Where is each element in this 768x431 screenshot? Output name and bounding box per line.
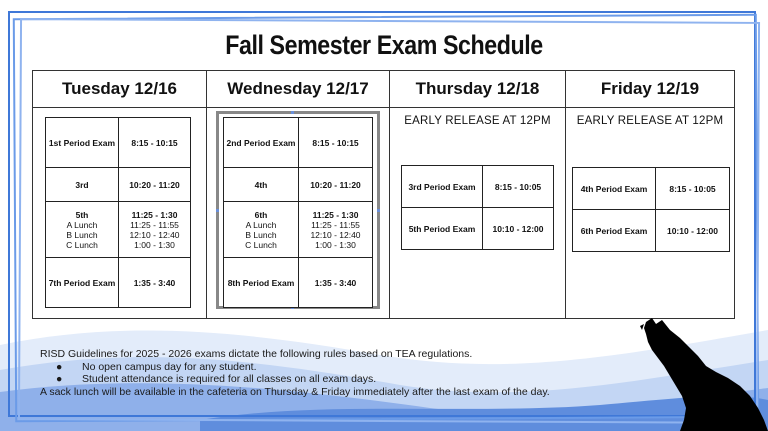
lunch-time: 12:10 - 12:40 — [310, 229, 361, 240]
slot-table — [401, 165, 554, 250]
table-row — [402, 208, 554, 250]
table-row — [46, 118, 191, 168]
table-row — [46, 168, 191, 202]
bullet-icon: ● — [56, 373, 63, 385]
day-heading: Friday 12/19 — [566, 71, 734, 108]
list-item — [40, 361, 680, 374]
day-heading: Thursday 12/18 — [390, 71, 565, 108]
lunch-label: A Lunch — [66, 219, 98, 230]
bullet-text: No open campus day for any student. — [82, 360, 257, 373]
slot-table[interactable] — [223, 117, 373, 308]
slot-time: 11:25 - 1:30 — [312, 209, 359, 220]
slot-time: 8:15 - 10:15 — [119, 118, 191, 168]
guidelines-notes — [40, 348, 680, 398]
slot-table — [45, 117, 191, 308]
slot-time: 8:15 - 10:15 — [299, 118, 373, 168]
slot-time: 11:25 - 1:30 — [131, 209, 178, 220]
slot-label: 2nd Period Exam — [224, 118, 299, 168]
slot-label: 8th Period Exam — [224, 258, 299, 308]
slot-label: 3rd Period Exam — [402, 166, 483, 208]
slot-table — [572, 167, 730, 252]
table-row — [224, 202, 373, 258]
table-row — [224, 258, 373, 308]
day-column-wednesday — [207, 71, 390, 318]
lunch-label: C Lunch — [245, 239, 277, 250]
slot-label: 6th Period Exam — [573, 210, 656, 252]
early-release-note: EARLY RELEASE AT 12PM — [576, 115, 724, 127]
table-row — [224, 168, 373, 202]
slot-label: 1st Period Exam — [46, 118, 119, 168]
day-heading: Wednesday 12/17 — [207, 71, 389, 108]
slot-label: 6th — [254, 209, 268, 220]
slot-label: 5th Period Exam — [402, 208, 483, 250]
day-column-thursday — [390, 71, 566, 318]
slot-time: 8:15 - 10:05 — [656, 168, 730, 210]
table-row — [573, 210, 730, 252]
slot-label-group — [46, 202, 119, 258]
page-title: Fall Semester Exam Schedule — [225, 30, 543, 60]
slot-time: 1:35 - 3:40 — [299, 258, 373, 308]
day-column-tuesday — [33, 71, 207, 318]
resize-handle[interactable] — [291, 111, 294, 114]
guidelines-footer: A sack lunch will be available in the cafeteria on Thursday & Friday immediately after the last exam of the day. — [40, 385, 550, 398]
howling-wolf-icon — [640, 316, 768, 431]
list-item — [40, 373, 680, 386]
lunch-time: 11:25 - 11:55 — [130, 219, 179, 230]
table-row — [46, 202, 191, 258]
schedule-grid — [32, 70, 735, 319]
slot-label-group — [224, 202, 299, 258]
slot-time-group — [119, 202, 191, 258]
resize-handle[interactable] — [216, 209, 219, 212]
table-row — [224, 118, 373, 168]
slot-time: 10:20 - 11:20 — [299, 168, 373, 202]
slot-label: 5th — [75, 209, 89, 220]
guidelines-intro: RISD Guidelines for 2025 - 2026 exams dictate the following rules based on TEA regulations. — [40, 348, 473, 360]
bullet-icon: ● — [56, 360, 63, 373]
slot-time: 10:10 - 12:00 — [483, 208, 554, 250]
lunch-time: 1:00 - 1:30 — [134, 239, 175, 250]
lunch-label: A Lunch — [245, 219, 277, 230]
lunch-time: 11:25 - 11:55 — [311, 219, 360, 230]
slot-time: 10:10 - 12:00 — [656, 210, 730, 252]
slot-time: 8:15 - 10:05 — [483, 166, 554, 208]
table-row — [402, 166, 554, 208]
bullet-text: Student attendance is required for all classes on all exam days. — [82, 373, 377, 385]
day-column-friday — [566, 71, 734, 318]
slot-label: 4th — [224, 168, 299, 202]
slot-time-group — [299, 202, 373, 258]
slot-time: 1:35 - 3:40 — [119, 258, 191, 308]
lunch-label: B Lunch — [66, 229, 98, 240]
resize-handle[interactable] — [377, 209, 380, 212]
table-row — [46, 258, 191, 308]
table-row — [573, 168, 730, 210]
lunch-label: C Lunch — [66, 239, 98, 250]
slot-label: 4th Period Exam — [573, 168, 656, 210]
slot-label: 3rd — [46, 168, 119, 202]
early-release-note: EARLY RELEASE AT 12PM — [404, 115, 551, 127]
lunch-time: 12:10 - 12:40 — [129, 229, 180, 240]
lunch-label: B Lunch — [245, 229, 277, 240]
slot-time: 10:20 - 11:20 — [119, 168, 191, 202]
lunch-time: 1:00 - 1:30 — [315, 239, 356, 250]
slot-label: 7th Period Exam — [46, 258, 119, 308]
day-heading: Tuesday 12/16 — [33, 71, 206, 108]
